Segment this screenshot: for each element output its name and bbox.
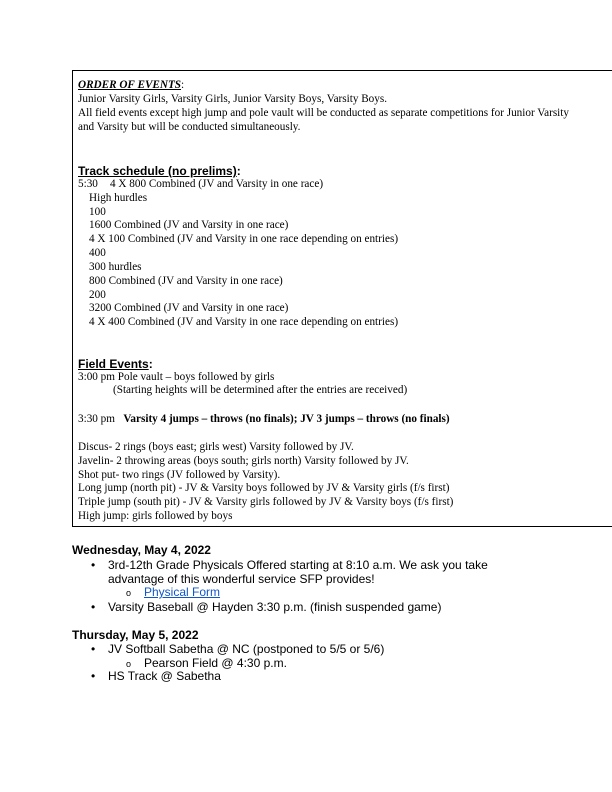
track-heading-row: Track schedule (no prelims):	[78, 164, 241, 178]
field-detail: High jump: girls followed by boys	[78, 510, 233, 522]
track-event: 800 Combined (JV and Varsity in one race)	[89, 275, 283, 287]
track-event: 4 X 100 Combined (JV and Varsity in one race depending on entries)	[89, 233, 399, 245]
order-of-events-heading: ORDER OF EVENTS	[78, 79, 181, 91]
order-of-events-heading-row: ORDER OF EVENTS:	[78, 79, 185, 91]
sub-bullet-icon: o	[126, 659, 132, 669]
order-line-3: and Varsity but will be conducted simultaneously.	[78, 121, 301, 133]
bullet-icon: •	[91, 558, 96, 572]
pole-vault-note: (Starting heights will be determined after the entries are received)	[113, 384, 408, 396]
jumps-text: Varsity 4 jumps – throws (no finals); JV 3 jumps – throws (no finals)	[123, 413, 450, 425]
track-event: High hurdles	[89, 192, 148, 204]
bullet-icon: •	[91, 600, 96, 614]
track-event: 4 X 400 Combined (JV and Varsity in one race depending on entries)	[89, 316, 399, 328]
jumps-time: 3:30 pm	[78, 413, 115, 425]
track-event: 1600 Combined (JV and Varsity in one race)	[89, 219, 289, 231]
field-heading-row: Field Events:	[78, 357, 153, 371]
order-line-1: Junior Varsity Girls, Varsity Girls, Junior Varsity Boys, Varsity Boys.	[78, 93, 388, 105]
track-event: 400	[89, 247, 106, 259]
field-detail: Shot put- two rings (JV followed by Varsity).	[78, 469, 281, 481]
track-event: 3200 Combined (JV and Varsity in one race)	[89, 302, 289, 314]
thursday-date: Thursday, May 5, 2022	[72, 628, 199, 642]
wednesday-date: Wednesday, May 4, 2022	[72, 543, 211, 557]
thu-item-2: HS Track @ Sabetha	[108, 669, 221, 683]
track-event: 100	[89, 206, 106, 218]
wed-item-2: Varsity Baseball @ Hayden 3:30 p.m. (finish suspended game)	[108, 600, 442, 614]
bullet-icon: •	[91, 669, 96, 683]
field-detail: Discus- 2 rings (boys east; girls west) Varsity followed by JV.	[78, 441, 354, 453]
track-event: 300 hurdles	[89, 261, 142, 273]
field-detail: Javelin- 2 throwing areas (boys south; girls north) Varsity followed by JV.	[78, 455, 409, 467]
jumps-line	[78, 413, 450, 427]
pole-vault-line: 3:00 pm Pole vault – boys followed by girls	[78, 371, 275, 383]
field-detail: Long jump (north pit) - JV & Varsity boys followed by JV & Varsity girls (f/s first)	[78, 482, 450, 494]
field-detail: Triple jump (south pit) - JV & Varsity girls followed by JV & Varsity boys (f/s first)	[78, 496, 454, 508]
field-heading: Field Events	[78, 357, 149, 371]
bullet-icon: •	[91, 642, 96, 656]
wed-item-1-line-2: advantage of this wonderful service SFP provides!	[108, 572, 375, 586]
thu-item-1-sub: Pearson Field @ 4:30 p.m.	[144, 656, 287, 670]
wed-item-1-line-1: 3rd-12th Grade Physicals Offered starting at 8:10 a.m. We ask you take	[108, 558, 488, 572]
track-heading: Track schedule (no prelims)	[78, 164, 237, 178]
order-line-2: All field events except high jump and pole vault will be conducted as separate competitions for Junior Varsity	[78, 107, 569, 119]
sub-bullet-icon: o	[126, 588, 132, 598]
track-event: 4 X 800 Combined (JV and Varsity in one race)	[110, 178, 324, 190]
track-event: 200	[89, 289, 106, 301]
track-start-time: 5:30	[78, 178, 98, 190]
thu-item-1: JV Softball Sabetha @ NC (postponed to 5/5 or 5/6)	[108, 642, 385, 656]
physical-form-link[interactable]: Physical Form	[144, 585, 221, 599]
physical-form-link-wrap	[144, 585, 220, 599]
